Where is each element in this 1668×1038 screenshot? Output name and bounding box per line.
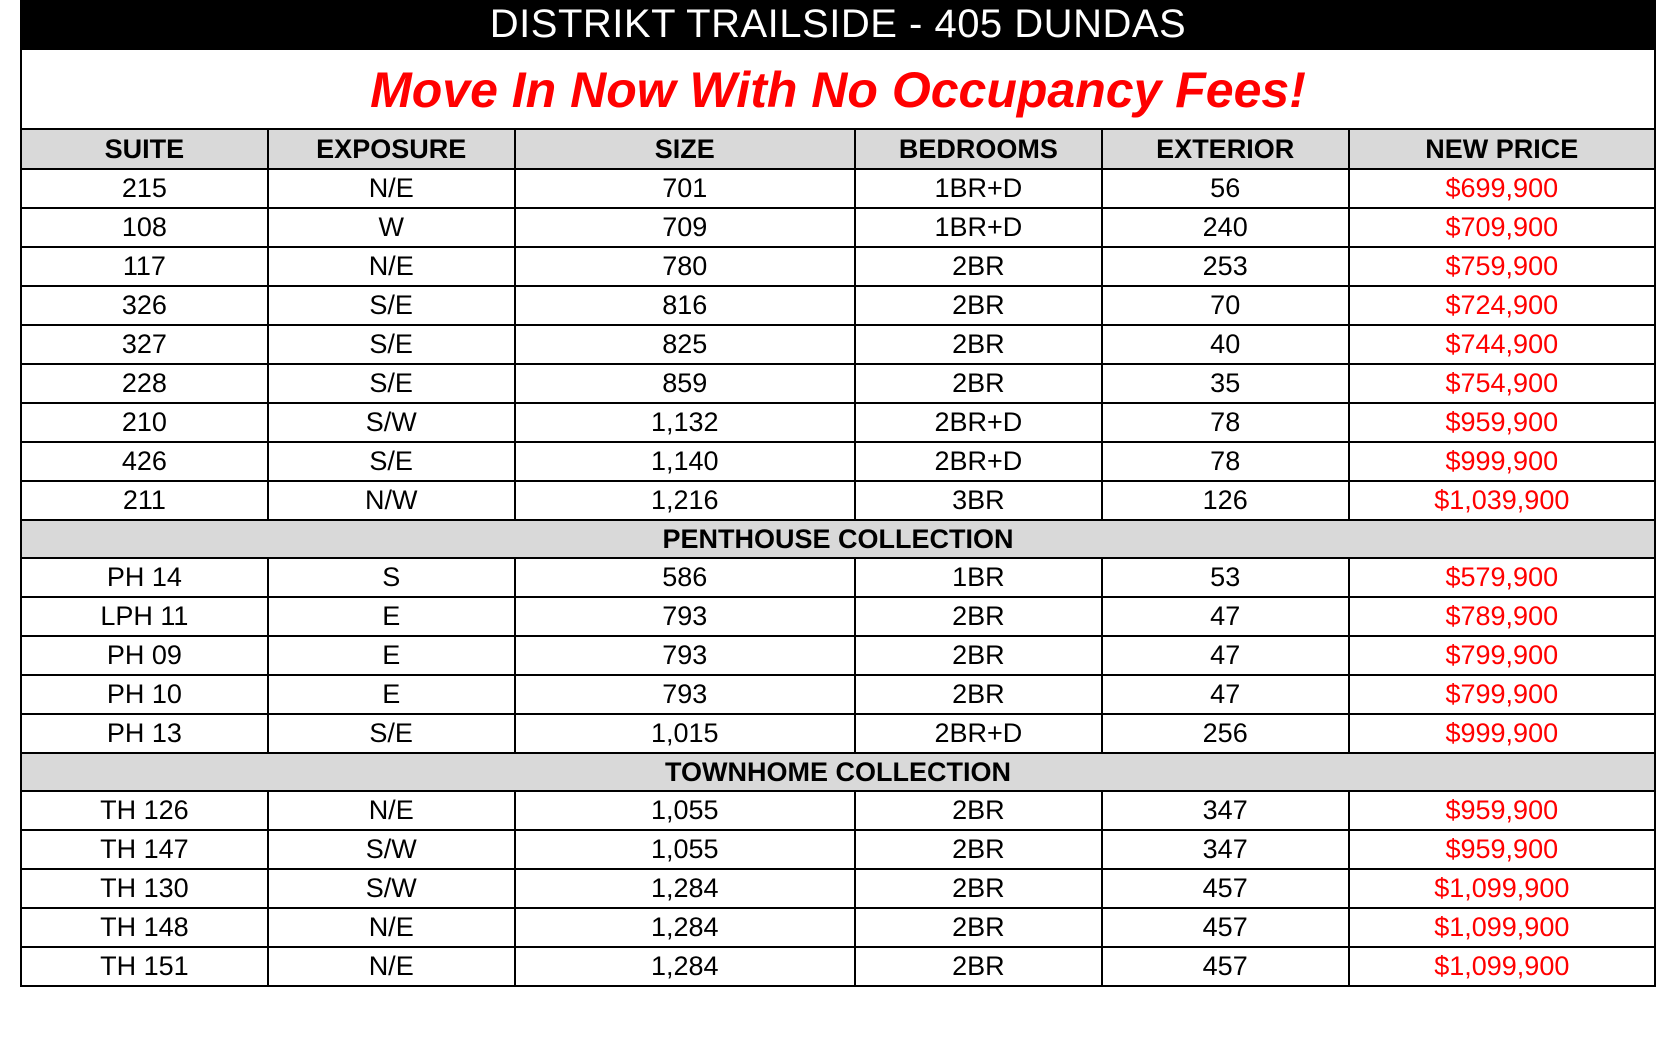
- size-cell: 793: [515, 636, 855, 675]
- bedrooms-cell: 1BR: [855, 558, 1102, 597]
- table-row: [21, 597, 1655, 636]
- price-cell: $759,900: [1349, 247, 1655, 286]
- size-cell: 859: [515, 364, 855, 403]
- suite-cell: 426: [21, 442, 268, 481]
- exposure-cell: N/E: [268, 169, 515, 208]
- size-cell: 1,216: [515, 481, 855, 520]
- size-cell: 1,284: [515, 869, 855, 908]
- section-townhome-label: TOWNHOME COLLECTION: [21, 753, 1655, 791]
- price-cell: $999,900: [1349, 442, 1655, 481]
- exterior-cell: 457: [1102, 947, 1349, 986]
- suite-cell: TH 151: [21, 947, 268, 986]
- size-cell: 586: [515, 558, 855, 597]
- exterior-cell: 347: [1102, 830, 1349, 869]
- bedrooms-cell: 2BR: [855, 325, 1102, 364]
- exposure-cell: S: [268, 558, 515, 597]
- suite-cell: 210: [21, 403, 268, 442]
- table-row: [21, 481, 1655, 520]
- exterior-cell: 56: [1102, 169, 1349, 208]
- exposure-cell: N/E: [268, 947, 515, 986]
- table-row: [21, 247, 1655, 286]
- column-header-suite: SUITE: [21, 129, 268, 169]
- size-cell: 780: [515, 247, 855, 286]
- pricing-table: [20, 128, 1656, 987]
- size-cell: 1,284: [515, 908, 855, 947]
- price-cell: $959,900: [1349, 830, 1655, 869]
- suite-cell: 326: [21, 286, 268, 325]
- size-cell: 816: [515, 286, 855, 325]
- exposure-cell: S/W: [268, 403, 515, 442]
- price-cell: $789,900: [1349, 597, 1655, 636]
- suite-cell: 228: [21, 364, 268, 403]
- size-cell: 793: [515, 675, 855, 714]
- price-cell: $579,900: [1349, 558, 1655, 597]
- exterior-cell: 78: [1102, 403, 1349, 442]
- table-row: [21, 325, 1655, 364]
- exterior-cell: 256: [1102, 714, 1349, 753]
- price-cell: $959,900: [1349, 791, 1655, 830]
- column-header-bedrooms: BEDROOMS: [855, 129, 1102, 169]
- size-cell: 1,132: [515, 403, 855, 442]
- exterior-cell: 47: [1102, 636, 1349, 675]
- exposure-cell: E: [268, 597, 515, 636]
- exposure-cell: S/E: [268, 714, 515, 753]
- price-list-sheet: [20, 0, 1656, 987]
- exposure-cell: S/W: [268, 830, 515, 869]
- exterior-cell: 240: [1102, 208, 1349, 247]
- table-row: [21, 830, 1655, 869]
- exposure-cell: S/E: [268, 364, 515, 403]
- table-row: [21, 364, 1655, 403]
- exterior-cell: 126: [1102, 481, 1349, 520]
- table-row: [21, 286, 1655, 325]
- exposure-cell: W: [268, 208, 515, 247]
- bedrooms-cell: 2BR: [855, 675, 1102, 714]
- exterior-cell: 78: [1102, 442, 1349, 481]
- price-cell: $799,900: [1349, 636, 1655, 675]
- size-cell: 1,055: [515, 791, 855, 830]
- exposure-cell: E: [268, 636, 515, 675]
- exposure-cell: N/W: [268, 481, 515, 520]
- suite-cell: 108: [21, 208, 268, 247]
- price-cell: $959,900: [1349, 403, 1655, 442]
- table-row: [21, 675, 1655, 714]
- price-cell: $1,099,900: [1349, 869, 1655, 908]
- table-row: [21, 558, 1655, 597]
- suite-cell: PH 09: [21, 636, 268, 675]
- exposure-cell: N/E: [268, 247, 515, 286]
- bedrooms-cell: 2BR: [855, 597, 1102, 636]
- bedrooms-cell: 2BR: [855, 286, 1102, 325]
- table-row: [21, 442, 1655, 481]
- bedrooms-cell: 2BR: [855, 947, 1102, 986]
- exterior-cell: 457: [1102, 869, 1349, 908]
- bedrooms-cell: 3BR: [855, 481, 1102, 520]
- section-townhome: [21, 753, 1655, 791]
- suite-cell: PH 14: [21, 558, 268, 597]
- price-cell: $744,900: [1349, 325, 1655, 364]
- bedrooms-cell: 2BR+D: [855, 714, 1102, 753]
- price-cell: $724,900: [1349, 286, 1655, 325]
- bedrooms-cell: 1BR+D: [855, 169, 1102, 208]
- exterior-cell: 70: [1102, 286, 1349, 325]
- table-row: [21, 403, 1655, 442]
- size-cell: 825: [515, 325, 855, 364]
- column-header-exposure: EXPOSURE: [268, 129, 515, 169]
- size-cell: 1,055: [515, 830, 855, 869]
- table-row: [21, 908, 1655, 947]
- suite-cell: TH 147: [21, 830, 268, 869]
- size-cell: 709: [515, 208, 855, 247]
- size-cell: 701: [515, 169, 855, 208]
- exterior-cell: 53: [1102, 558, 1349, 597]
- page-title: DISTRIKT TRAILSIDE - 405 DUNDAS: [20, 0, 1656, 50]
- suite-cell: 215: [21, 169, 268, 208]
- bedrooms-cell: 2BR: [855, 364, 1102, 403]
- section-penthouse-label: PENTHOUSE COLLECTION: [21, 520, 1655, 558]
- suite-cell: TH 126: [21, 791, 268, 830]
- bedrooms-cell: 2BR: [855, 247, 1102, 286]
- promo-banner: Move In Now With No Occupancy Fees!: [20, 50, 1656, 128]
- exterior-cell: 35: [1102, 364, 1349, 403]
- column-header-exterior: EXTERIOR: [1102, 129, 1349, 169]
- bedrooms-cell: 1BR+D: [855, 208, 1102, 247]
- suite-cell: 211: [21, 481, 268, 520]
- bedrooms-cell: 2BR: [855, 908, 1102, 947]
- exterior-cell: 347: [1102, 791, 1349, 830]
- suite-cell: LPH 11: [21, 597, 268, 636]
- size-cell: 1,284: [515, 947, 855, 986]
- table-row: [21, 714, 1655, 753]
- bedrooms-cell: 2BR+D: [855, 442, 1102, 481]
- bedrooms-cell: 2BR+D: [855, 403, 1102, 442]
- bedrooms-cell: 2BR: [855, 869, 1102, 908]
- exterior-cell: 47: [1102, 597, 1349, 636]
- price-cell: $1,039,900: [1349, 481, 1655, 520]
- suite-cell: PH 10: [21, 675, 268, 714]
- price-cell: $799,900: [1349, 675, 1655, 714]
- table-row: [21, 169, 1655, 208]
- exposure-cell: N/E: [268, 908, 515, 947]
- column-header-new-price: NEW PRICE: [1349, 129, 1655, 169]
- exterior-cell: 253: [1102, 247, 1349, 286]
- price-cell: $999,900: [1349, 714, 1655, 753]
- suite-cell: 327: [21, 325, 268, 364]
- price-cell: $1,099,900: [1349, 947, 1655, 986]
- exterior-cell: 40: [1102, 325, 1349, 364]
- section-penthouse: [21, 520, 1655, 558]
- table-header-row: [21, 129, 1655, 169]
- exposure-cell: S/E: [268, 286, 515, 325]
- exposure-cell: S/E: [268, 442, 515, 481]
- size-cell: 1,015: [515, 714, 855, 753]
- column-header-size: SIZE: [515, 129, 855, 169]
- price-cell: $709,900: [1349, 208, 1655, 247]
- price-cell: $754,900: [1349, 364, 1655, 403]
- price-cell: $1,099,900: [1349, 908, 1655, 947]
- table-row: [21, 869, 1655, 908]
- suite-cell: PH 13: [21, 714, 268, 753]
- table-row: [21, 636, 1655, 675]
- price-cell: $699,900: [1349, 169, 1655, 208]
- table-row: [21, 791, 1655, 830]
- exterior-cell: 457: [1102, 908, 1349, 947]
- exposure-cell: E: [268, 675, 515, 714]
- exposure-cell: S/W: [268, 869, 515, 908]
- bedrooms-cell: 2BR: [855, 791, 1102, 830]
- exposure-cell: S/E: [268, 325, 515, 364]
- bedrooms-cell: 2BR: [855, 830, 1102, 869]
- suite-cell: 117: [21, 247, 268, 286]
- table-row: [21, 947, 1655, 986]
- table-body: [21, 169, 1655, 986]
- bedrooms-cell: 2BR: [855, 636, 1102, 675]
- size-cell: 793: [515, 597, 855, 636]
- table-row: [21, 208, 1655, 247]
- suite-cell: TH 148: [21, 908, 268, 947]
- exposure-cell: N/E: [268, 791, 515, 830]
- exterior-cell: 47: [1102, 675, 1349, 714]
- size-cell: 1,140: [515, 442, 855, 481]
- suite-cell: TH 130: [21, 869, 268, 908]
